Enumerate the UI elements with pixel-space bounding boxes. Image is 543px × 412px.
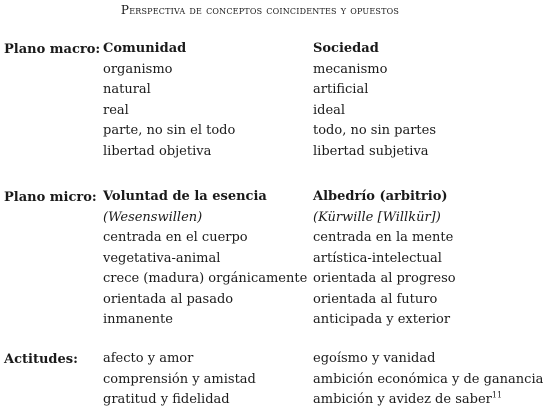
list-item: centrada en el cuerpo (103, 230, 248, 245)
section-label-micro: Plano micro: (4, 190, 97, 205)
column-header: Albedrío (arbitrio) (313, 189, 448, 204)
list-item: artística-intelectual (313, 250, 442, 266)
list-item: natural (103, 82, 151, 97)
list-item: orientada al progreso (313, 271, 456, 286)
list-item: parte, no sin el todo (103, 123, 236, 138)
list-item: vegetativa-animal (103, 250, 221, 266)
list-item: mecanismo (313, 61, 388, 77)
footnote-marker: 11 (491, 390, 503, 400)
list-item: crece (madura) orgánicamente (103, 271, 308, 286)
list-item: ambición económica y de ganancia (313, 371, 543, 387)
column-comunidad (103, 39, 235, 162)
column-albedrio (313, 187, 456, 331)
list-item: libertad subjetiva (313, 143, 429, 159)
list-item (313, 390, 543, 411)
column-sociedad (313, 39, 436, 162)
list-item: egoísmo y vanidad (313, 351, 436, 366)
section-label-macro: Plano macro: (4, 42, 101, 57)
list-item: todo, no sin partes (313, 123, 437, 138)
column-header: Voluntad de la esencia (103, 189, 267, 204)
list-item: real (103, 102, 129, 118)
list-item: centrada en la mente (313, 230, 454, 245)
column-actitudes-left (103, 349, 256, 411)
list-item: artificial (313, 82, 369, 97)
column-actitudes-right (313, 349, 543, 411)
table-title: Perspectiva de conceptos coincidentes y opuestos (120, 3, 400, 17)
list-item: libertad objetiva (103, 143, 212, 159)
column-header: Comunidad (103, 41, 187, 56)
list-item: gratitud y fidelidad (103, 392, 230, 407)
list-item: anticipada y exterior (313, 312, 451, 327)
section-label-actitudes: Actitudes: (4, 352, 78, 367)
list-item: orientada al futuro (313, 291, 438, 307)
column-subheader: (Wesenswillen) (103, 209, 203, 225)
list-item-text: ambición y avidez de saber (313, 392, 492, 407)
list-item: afecto y amor (103, 351, 194, 366)
list-item: inmanente (103, 312, 173, 327)
list-item: organismo (103, 61, 173, 77)
column-header: Sociedad (313, 41, 379, 56)
column-voluntad-esencia (103, 187, 307, 331)
list-item: comprensión y amistad (103, 371, 256, 387)
list-item: orientada al pasado (103, 291, 234, 307)
list-item: ideal (313, 102, 346, 118)
column-subheader: (Kürwille [Willkür]) (313, 209, 441, 225)
